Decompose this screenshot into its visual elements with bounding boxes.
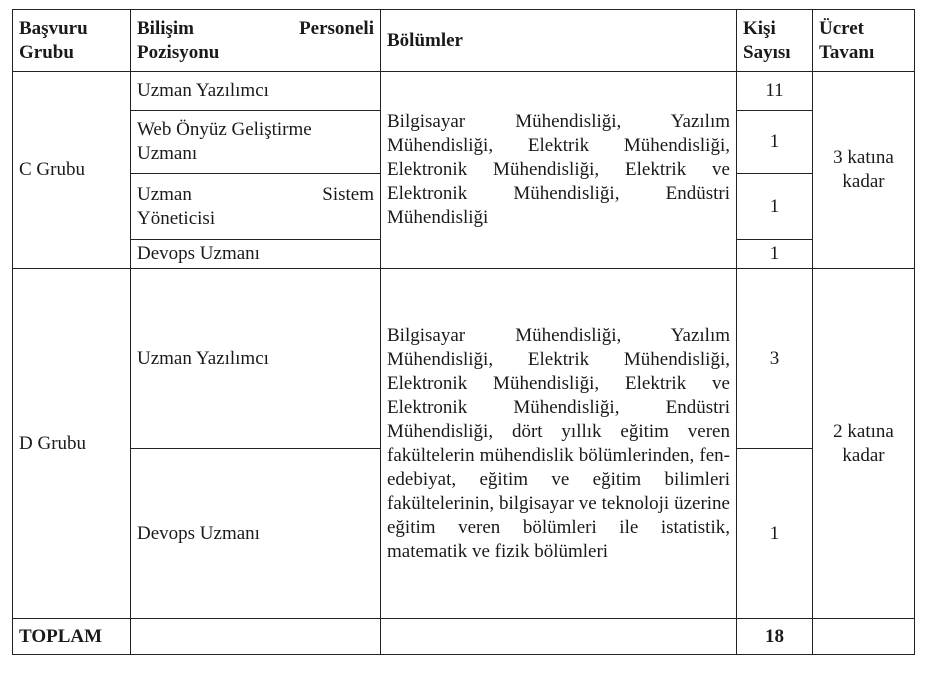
kisi-cell: 11 xyxy=(737,72,813,111)
header-pozisyon-right: Personeli xyxy=(299,17,374,39)
table-row xyxy=(13,269,915,449)
toplam-kisi: 18 xyxy=(737,619,813,655)
group-name-d: D Grubu xyxy=(13,269,131,619)
header-pozisyon xyxy=(131,10,381,72)
ucret-cell-d: 2 katına kadar xyxy=(813,269,915,619)
empty-cell xyxy=(813,619,915,655)
bolumler-cell-c: Bilgisayar Mühendisliği, Yazılım Mühendisliği, Elektrik Mühendisliği, Elektronik Mühendisliği, Elektrik ve Elektronik Mühendisliği, Endüstri Mühendisliği xyxy=(381,72,737,269)
pozisyon-word-uzman: Uzman xyxy=(137,183,192,205)
toplam-label: TOPLAM xyxy=(13,619,131,655)
pozisyon-cell: Uzman Yazılımcı xyxy=(131,269,381,449)
personnel-table xyxy=(12,9,915,655)
pozisyon-word-yoneticisi: Yöneticisi xyxy=(137,207,216,229)
header-pozisyon-left: Bilişim xyxy=(137,17,195,39)
group-name-c: C Grubu xyxy=(13,72,131,269)
kisi-cell: 1 xyxy=(737,449,813,619)
pozisyon-cell: Devops Uzmanı xyxy=(131,240,381,269)
header-bolumler: Bölümler xyxy=(381,10,737,72)
ucret-cell-c: 3 katına kadar xyxy=(813,72,915,269)
header-pozisyon-line2: Pozisyonu xyxy=(137,41,220,63)
kisi-cell: 1 xyxy=(737,240,813,269)
kisi-cell: 1 xyxy=(737,174,813,240)
pozisyon-cell: Web Önyüz Geliştirme Uzmanı xyxy=(131,111,381,174)
table-row xyxy=(13,72,915,111)
bolumler-cell-d: Bilgisayar Mühendisliği, Yazılım Mühendisliği, Elektrik Mühendisliği, Elektronik Mühendisliği, Elektrik ve Elektronik Mühendisliği, Endüstri Mühendisliği, dört yıllık eğitim veren fakültelerin mühendislik bölümlerinden, fen-edebiyat, eğitim ve eğitim bilimleri fakültelerinin, bilgisayar ve teknoloji üzerine eğitim veren bölümleri ile istatistik, matematik ve fizik bölümleri xyxy=(381,269,737,619)
kisi-cell: 1 xyxy=(737,111,813,174)
kisi-cell: 3 xyxy=(737,269,813,449)
pozisyon-cell: Uzman Yazılımcı xyxy=(131,72,381,111)
pozisyon-cell-split xyxy=(131,174,381,240)
pozisyon-word-sistem: Sistem xyxy=(322,183,374,205)
header-basvuru-grubu: Başvuru Grubu xyxy=(13,10,131,72)
header-row xyxy=(13,10,915,72)
pozisyon-cell: Devops Uzmanı xyxy=(131,449,381,619)
total-row xyxy=(13,619,915,655)
empty-cell xyxy=(381,619,737,655)
empty-cell xyxy=(131,619,381,655)
header-ucret-tavani: Ücret Tavanı xyxy=(813,10,915,72)
header-kisi-sayisi: Kişi Sayısı xyxy=(737,10,813,72)
